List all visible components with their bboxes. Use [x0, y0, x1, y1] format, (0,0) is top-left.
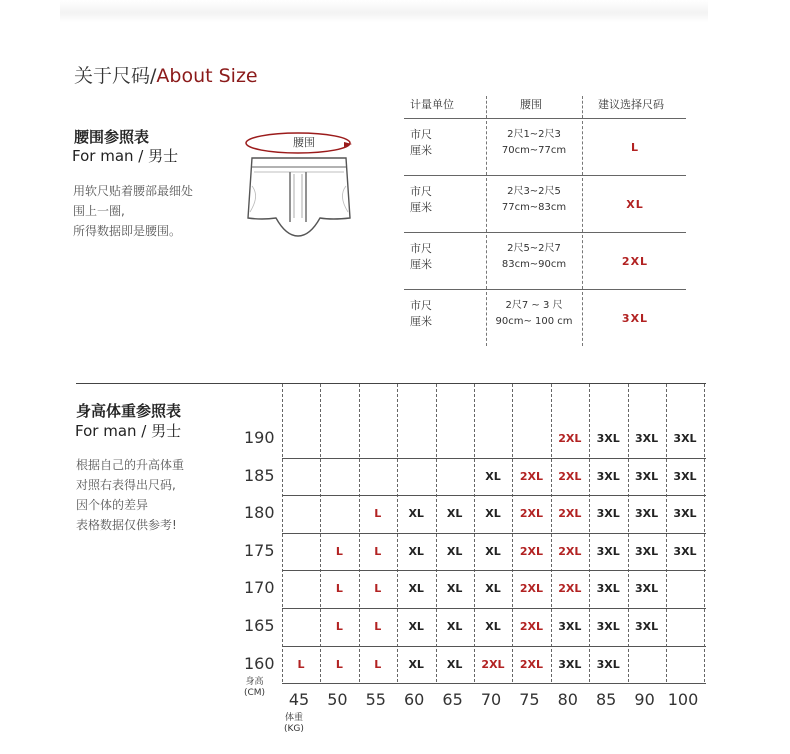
- weight-label: 70: [480, 690, 502, 709]
- size-cell: L: [374, 620, 382, 633]
- size-cell: XL: [408, 544, 424, 558]
- size-cell: L: [374, 582, 382, 596]
- size-cell: 3XL: [596, 544, 620, 558]
- size-cell: 2XL: [519, 544, 543, 558]
- grid-row-line: [282, 683, 706, 684]
- size-cell: 3XL: [673, 432, 697, 445]
- height-label: 190: [244, 428, 275, 447]
- waist-table-header: [404, 94, 686, 118]
- size-cell: 3XL: [635, 582, 659, 596]
- size-cell: 2XL: [558, 582, 582, 596]
- height-label: 160: [244, 653, 275, 673]
- top-shadow: [60, 0, 708, 22]
- waist-size-table: [404, 94, 686, 346]
- size-cell: 2XL: [519, 657, 543, 671]
- height-label: 170: [244, 578, 275, 598]
- weight-label: 50: [327, 690, 348, 709]
- size-cell: 3XL: [673, 544, 697, 558]
- page-title: 关于尺码/About Size: [74, 65, 258, 87]
- size-cell: XL: [446, 544, 463, 558]
- size-cell: XL: [485, 544, 501, 558]
- illus-waist-label: 腰围: [293, 136, 315, 149]
- height-label: 165: [244, 616, 275, 635]
- size-cell: 3XL: [596, 582, 620, 596]
- size-cell: 2XL: [519, 620, 543, 633]
- col-divider: [582, 178, 583, 232]
- col-divider: [582, 96, 583, 118]
- size-cell: L: [374, 507, 382, 521]
- waist-section-title: 腰围参照表: [74, 128, 150, 146]
- size-cell: 2XL: [519, 469, 543, 483]
- waist-range-cell: 2尺7 ~ 3 尺 90cm~ 100 cm: [495, 300, 573, 327]
- size-cell: 3XL: [596, 620, 620, 633]
- size-cell: XL: [446, 582, 463, 596]
- weight-label: 90: [634, 690, 655, 709]
- size-cell: L: [374, 657, 382, 671]
- size-cell: 3XL: [635, 544, 659, 558]
- waist-section-subtitle: For man / 男士: [72, 147, 179, 165]
- size-cell: XL: [485, 469, 501, 483]
- size-cell: XL: [408, 657, 424, 671]
- weight-label: 55: [365, 690, 386, 709]
- size-cell: 3XL: [558, 657, 582, 671]
- size-cell: 3XL: [596, 469, 620, 483]
- size-cell: 3XL: [673, 469, 697, 483]
- size-cell: XL: [446, 657, 463, 671]
- size-cell: XL: [408, 582, 424, 596]
- weight-label: 65: [442, 690, 463, 709]
- size-cell: 3XL: [673, 507, 697, 521]
- unit-cell: 市尺 厘米: [410, 299, 432, 328]
- size-cell: 2XL: [558, 469, 582, 483]
- size-cell: L: [335, 620, 343, 633]
- size-cell: XL: [408, 620, 424, 633]
- size-cell: 3XL: [596, 657, 620, 671]
- size-cell: 3XL: [558, 620, 582, 633]
- recommended-size: 2XL: [621, 255, 649, 268]
- size-cell: L: [374, 544, 382, 558]
- hw-section-desc: 根据自己的升高体重 对照右表得出尺码, 因个体的差异 表格数据仅供参考!: [76, 458, 185, 532]
- size-cell: XL: [446, 507, 463, 521]
- waist-table-row: [404, 289, 686, 346]
- size-cell: 3XL: [635, 469, 659, 483]
- size-cell: 2XL: [558, 432, 582, 445]
- size-cell: L: [335, 582, 343, 596]
- underwear-illustration: [240, 126, 360, 246]
- weight-label: 60: [404, 690, 425, 709]
- weight-label: 100: [667, 690, 699, 709]
- col-divider: [486, 235, 487, 289]
- header-unit: 计量单位: [410, 98, 454, 111]
- unit-cell: 市尺 厘米: [410, 242, 432, 271]
- waist-range-cell: 2尺3~2尺5 77cm~83cm: [501, 186, 567, 213]
- size-cell: L: [297, 657, 305, 671]
- unit-cell: 市尺 厘米: [410, 185, 432, 214]
- col-divider: [486, 292, 487, 346]
- weight-label: 85: [596, 690, 617, 709]
- size-cell: 2XL: [481, 657, 505, 671]
- col-divider: [486, 96, 487, 118]
- size-cell: 3XL: [635, 432, 659, 445]
- size-cell: L: [335, 657, 343, 671]
- height-label: 185: [244, 465, 275, 485]
- col-divider: [486, 121, 487, 175]
- size-cell: 3XL: [635, 507, 659, 521]
- weight-label: 80: [557, 690, 578, 709]
- header-waist: 腰围: [520, 98, 542, 111]
- y-axis-label: 身高 (CM): [244, 677, 266, 698]
- size-cell: XL: [446, 620, 463, 633]
- size-cell: L: [335, 544, 343, 558]
- hw-section-title: 身高体重参照表: [76, 402, 182, 420]
- size-cell: 2XL: [558, 544, 582, 558]
- size-cell: 2XL: [519, 507, 543, 521]
- waist-range-cell: 2尺1~2尺3 70cm~77cm: [501, 129, 567, 156]
- x-axis-label: 体重 (KG): [284, 713, 304, 734]
- size-cell: 3XL: [596, 507, 620, 521]
- recommended-size: 3XL: [621, 312, 649, 325]
- size-cell: XL: [485, 582, 501, 596]
- waist-section-desc: 用软尺贴着腰部最细处 围上一圈, 所得数据即是腰围。: [73, 184, 194, 238]
- col-divider: [486, 178, 487, 232]
- col-divider: [582, 292, 583, 346]
- size-cell: 3XL: [635, 620, 659, 633]
- waist-range-cell: 2尺5~2尺7 83cm~90cm: [501, 243, 567, 270]
- height-label: 180: [244, 503, 275, 523]
- hw-section-subtitle: For man / 男士: [75, 422, 182, 440]
- size-cell: XL: [485, 507, 501, 521]
- waist-table-row: [404, 232, 686, 289]
- waist-table-row: [404, 118, 686, 175]
- recommended-size: L: [630, 141, 639, 154]
- unit-cell: 市尺 厘米: [410, 128, 432, 157]
- waist-table-row: [404, 175, 686, 232]
- size-cell: XL: [408, 507, 424, 521]
- weight-label: 75: [519, 690, 540, 709]
- header-size: 建议选择尺码: [598, 98, 664, 111]
- col-divider: [582, 121, 583, 175]
- height-label: 175: [244, 540, 275, 560]
- size-cell: 2XL: [519, 582, 543, 596]
- weight-label: 45: [288, 690, 310, 709]
- size-cell: 2XL: [558, 507, 582, 521]
- recommended-size: XL: [626, 198, 644, 211]
- size-cell: 3XL: [596, 432, 620, 445]
- section-divider: [76, 383, 706, 384]
- size-cell: XL: [485, 620, 501, 633]
- col-divider: [582, 235, 583, 289]
